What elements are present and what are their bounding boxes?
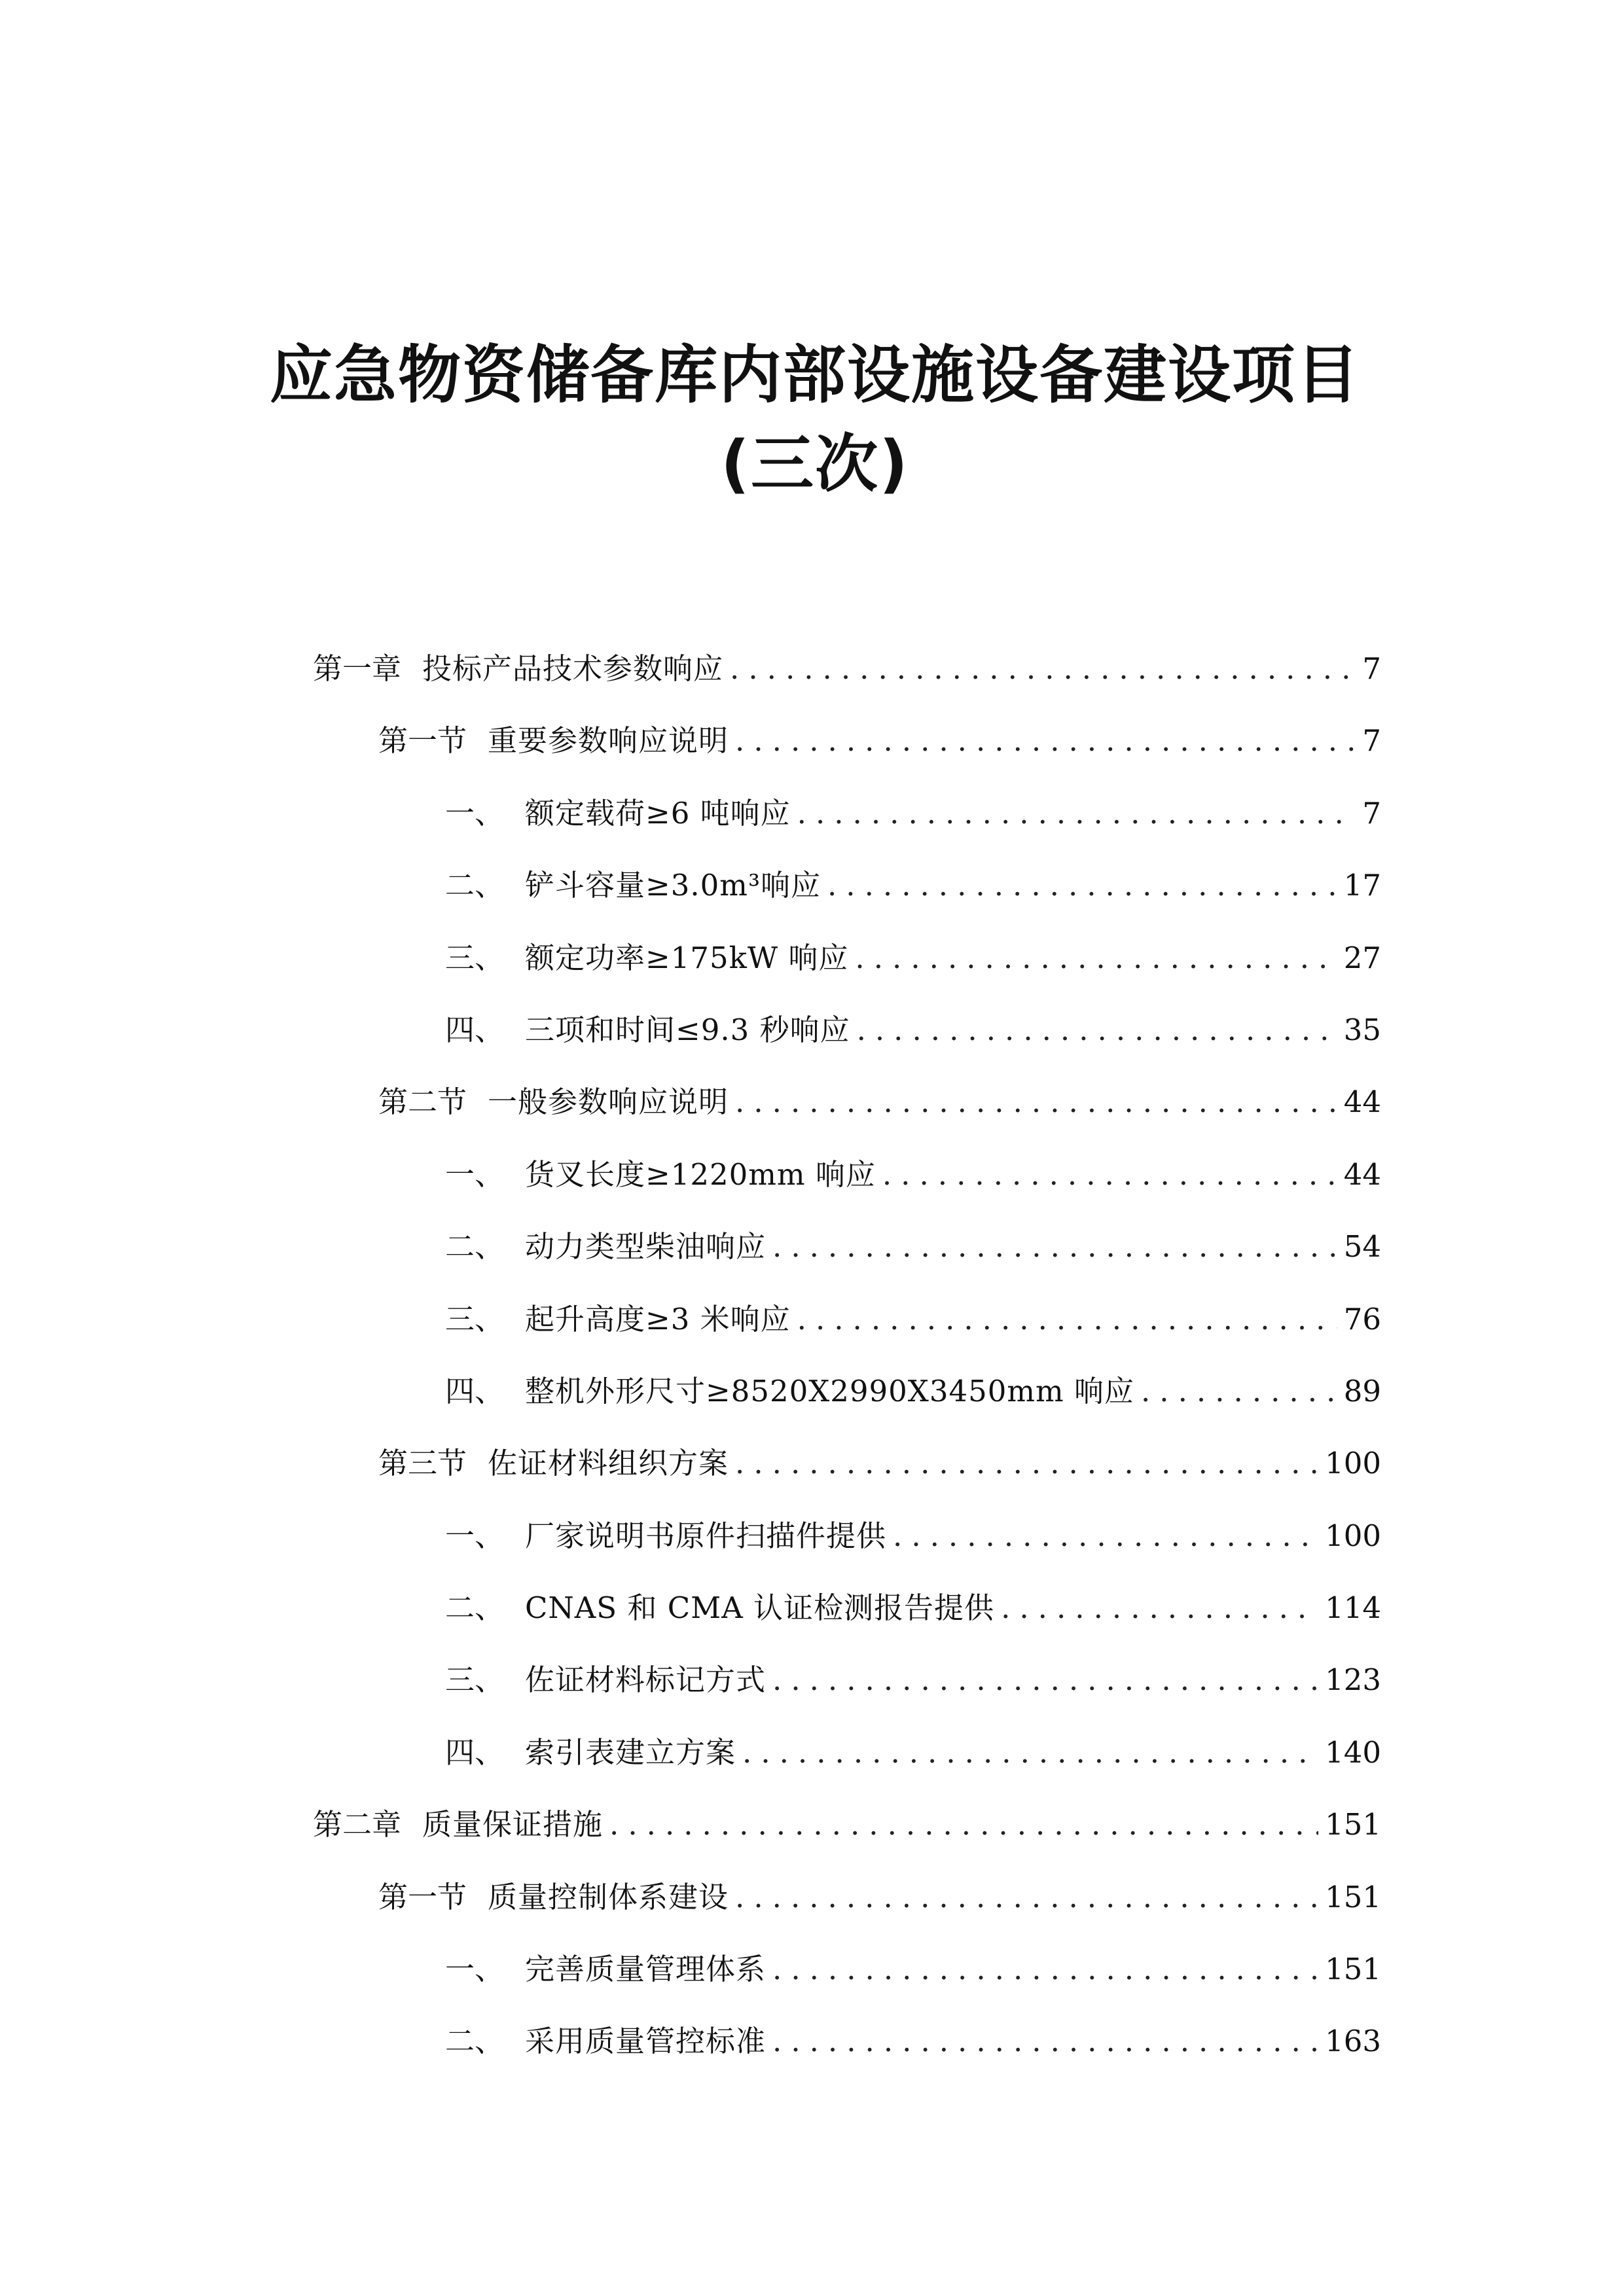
toc-page-number: 17 — [1343, 868, 1381, 903]
toc-entry-title: 额定功率≥175kW 响应 — [525, 940, 849, 975]
toc-entry-number: 一、 — [445, 1518, 505, 1553]
toc-entry[interactable] — [445, 1154, 1381, 1226]
toc-entry-number: 一、 — [445, 795, 505, 831]
toc-dot-leader — [609, 1804, 1318, 1846]
toc-entry[interactable] — [445, 937, 1381, 1009]
toc-page-number: 151 — [1325, 1807, 1381, 1842]
toc-entry[interactable] — [313, 648, 1381, 720]
toc-dot-leader — [772, 2020, 1318, 2062]
toc-entry-title: 起升高度≥3 米响应 — [525, 1301, 791, 1336]
toc-entry[interactable] — [445, 1659, 1381, 1731]
toc-page-number: 27 — [1343, 940, 1381, 975]
toc-page-number: 7 — [1362, 723, 1381, 759]
table-of-contents — [0, 648, 1624, 2093]
toc-entry-number: 四、 — [445, 1734, 505, 1770]
toc-entry-title: 索引表建立方案 — [525, 1734, 736, 1770]
toc-entry[interactable] — [445, 1948, 1381, 2020]
toc-entry-number: 四、 — [445, 1012, 505, 1047]
toc-dot-leader — [742, 1732, 1318, 1774]
toc-page-number: 100 — [1325, 1518, 1381, 1553]
toc-dot-leader — [857, 1009, 1337, 1051]
toc-entry[interactable] — [445, 793, 1381, 865]
toc-entry-title: 货叉长度≥1220mm 响应 — [525, 1157, 876, 1192]
toc-entry-number: 第一章 — [313, 651, 402, 686]
toc-entry-title: 采用质量管控标准 — [525, 2024, 767, 2059]
toc-entry-number: 一、 — [445, 1952, 505, 1987]
toc-entry[interactable] — [445, 1299, 1381, 1371]
toc-entry-title: 厂家说明书原件扫描件提供 — [525, 1518, 887, 1553]
toc-page-number: 163 — [1325, 2024, 1381, 2059]
toc-dot-leader — [827, 865, 1337, 906]
toc-dot-leader — [882, 1154, 1337, 1196]
toc-entry-title: 质量控制体系建设 — [488, 1879, 729, 1914]
toc-page-number: 114 — [1325, 1590, 1381, 1626]
toc-entry[interactable] — [445, 1009, 1381, 1081]
toc-entry-number: 二、 — [445, 2024, 505, 2059]
toc-entry-title: 铲斗容量≥3.0m³响应 — [525, 868, 821, 903]
toc-entry-number: 二、 — [445, 1229, 505, 1265]
toc-entry[interactable] — [378, 1443, 1381, 1515]
toc-page-number: 44 — [1343, 1157, 1381, 1192]
toc-entry-title: 完善质量管理体系 — [525, 1952, 767, 1987]
toc-entry[interactable] — [378, 720, 1381, 792]
toc-entry[interactable] — [378, 1876, 1381, 1948]
toc-page-number: 7 — [1362, 795, 1381, 831]
toc-entry-number: 三、 — [445, 940, 505, 975]
toc-page-number: 151 — [1325, 1879, 1381, 1914]
toc-entry-number: 一、 — [445, 1157, 505, 1192]
toc-dot-leader — [797, 793, 1355, 834]
toc-dot-leader — [893, 1515, 1318, 1557]
toc-entry-number: 二、 — [445, 868, 505, 903]
toc-entry-title: 一般参数响应说明 — [488, 1085, 729, 1120]
toc-dot-leader — [855, 937, 1337, 979]
toc-entry-title: 整机外形尺寸≥8520X2990X3450mm 响应 — [525, 1373, 1134, 1408]
toc-entry[interactable] — [445, 1587, 1381, 1659]
toc-dot-leader — [772, 1226, 1337, 1268]
toc-entry-number: 三、 — [445, 1301, 505, 1336]
toc-page-number: 100 — [1325, 1446, 1381, 1481]
toc-page-number: 140 — [1325, 1734, 1381, 1770]
toc-entry[interactable] — [445, 2020, 1381, 2092]
document-title: 应急物资储备库内部设施设备建设项目(三次) — [270, 338, 1360, 501]
toc-entry-title: 佐证材料标记方式 — [525, 1662, 767, 1698]
toc-entry-title: 投标产品技术参数响应 — [422, 651, 724, 686]
toc-dot-leader — [735, 720, 1355, 762]
toc-page-number: 76 — [1343, 1301, 1381, 1336]
toc-entry[interactable] — [445, 865, 1381, 937]
toc-entry-title: 质量保证措施 — [422, 1807, 604, 1842]
toc-dot-leader — [730, 648, 1355, 690]
toc-entry-title: CNAS 和 CMA 认证检测报告提供 — [525, 1590, 995, 1626]
toc-dot-leader — [1001, 1587, 1318, 1629]
toc-entry[interactable] — [313, 1804, 1381, 1876]
toc-page-number: 123 — [1325, 1662, 1381, 1698]
toc-entry-number: 三、 — [445, 1662, 505, 1698]
toc-entry-title: 三项和时间≤9.3 秒响应 — [525, 1012, 850, 1047]
toc-entry[interactable] — [378, 1081, 1381, 1153]
toc-page-number: 54 — [1343, 1229, 1381, 1265]
toc-entry[interactable] — [445, 1732, 1381, 1804]
toc-entry[interactable] — [445, 1371, 1381, 1443]
toc-dot-leader — [735, 1443, 1318, 1484]
toc-entry[interactable] — [445, 1226, 1381, 1298]
toc-entry-number: 第二章 — [313, 1807, 402, 1842]
toc-entry-number: 二、 — [445, 1590, 505, 1626]
toc-page-number: 89 — [1343, 1373, 1381, 1408]
toc-dot-leader — [797, 1299, 1337, 1340]
toc-entry-number: 第一节 — [378, 723, 467, 759]
toc-dot-leader — [772, 1659, 1318, 1701]
toc-entry-number: 四、 — [445, 1373, 505, 1408]
toc-entry-number: 第三节 — [378, 1446, 467, 1481]
toc-entry-number: 第二节 — [378, 1085, 467, 1120]
toc-entry-title: 佐证材料组织方案 — [488, 1446, 729, 1481]
toc-dot-leader — [1141, 1371, 1337, 1412]
toc-page-number: 7 — [1362, 651, 1381, 686]
toc-dot-leader — [735, 1081, 1337, 1123]
toc-page-number: 151 — [1325, 1952, 1381, 1987]
toc-entry[interactable] — [445, 1515, 1381, 1587]
toc-entry-title: 动力类型柴油响应 — [525, 1229, 767, 1265]
toc-entry-title: 额定载荷≥6 吨响应 — [525, 795, 791, 831]
toc-dot-leader — [735, 1876, 1318, 1918]
toc-dot-leader — [772, 1948, 1318, 1990]
toc-entry-number: 第一节 — [378, 1879, 467, 1914]
toc-page-number: 35 — [1343, 1012, 1381, 1047]
toc-entry-title: 重要参数响应说明 — [488, 723, 729, 759]
toc-page-number: 44 — [1343, 1085, 1381, 1120]
